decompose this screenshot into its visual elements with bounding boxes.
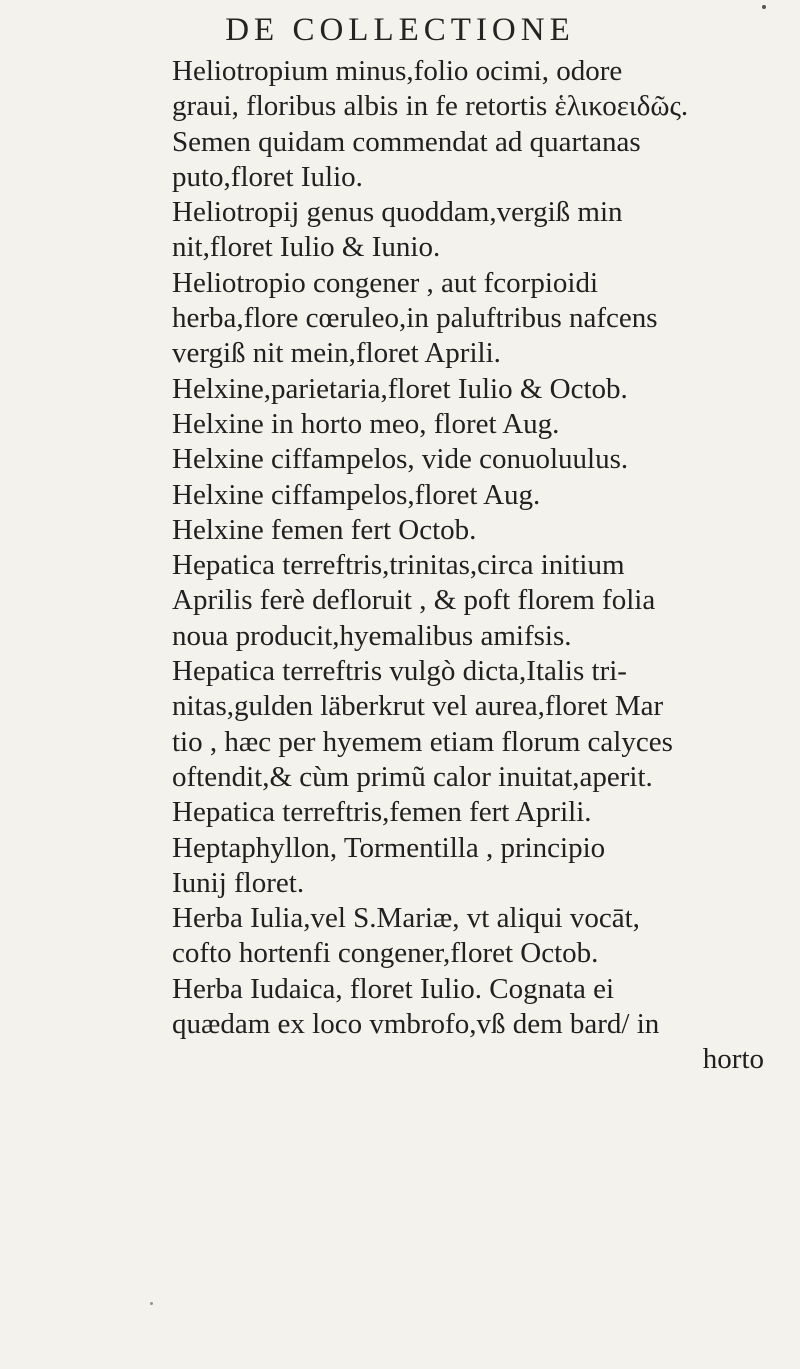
text-line: Hepatica terreftris,trinitas,circa initium	[172, 549, 625, 582]
text-line: Hepatica terreftris vulgò dicta,Italis tri-	[172, 655, 627, 688]
catchword: horto	[702, 1043, 764, 1076]
text-line: puto,floret Iulio.	[172, 160, 363, 193]
text-line: Heliotropij genus quoddam,vergiß min	[172, 196, 623, 229]
text-line: Iunij floret.	[172, 866, 305, 899]
text-line: quædam ex loco vmbrofo,vß dem bard/ in	[172, 1008, 660, 1041]
text-line: Herba Iudaica, floret Iulio. Cognata ei	[172, 972, 615, 1005]
text-line: Helxine ciffampelos,floret Aug.	[172, 478, 541, 511]
text-line: oftendit,& cùm primũ calor inuitat,aperit.	[172, 760, 653, 793]
text-line: Hepatica terreftris,femen fert Aprili.	[172, 796, 592, 829]
ink-speck	[150, 1302, 153, 1305]
text-line: Semen quidam commendat ad quartanas	[172, 125, 641, 158]
text-line: nitas,gulden läberkrut vel aurea,floret Mar	[172, 690, 664, 723]
text-line: Herba Iulia,vel S.Mariæ, vt aliqui vocāt,	[172, 902, 640, 935]
running-head: DE COLLECTIONE	[225, 12, 575, 48]
text-line: Helxine,parietaria,floret Iulio & Octob.	[172, 372, 628, 405]
text-line: nit,floret Iulio & Iunio.	[172, 231, 441, 264]
text-line: Helxine femen fert Octob.	[172, 513, 477, 546]
text-line: Heliotropio congener , aut fcorpioidi	[172, 266, 599, 299]
text-line: Helxine ciffampelos, vide conuoluulus.	[172, 443, 629, 476]
text-line: vergiß nit mein,floret Aprili.	[172, 337, 501, 370]
body-text	[172, 54, 772, 1078]
text-line: graui, floribus albis in fe retortis ἑλικοειδῶς.	[172, 90, 689, 123]
text-line: Heptaphyllon, Tormentilla , principio	[172, 831, 606, 864]
text-line: Helxine in horto meo, floret Aug.	[172, 407, 560, 440]
text-line: tio , hæc per hyemem etiam florum calyces	[172, 725, 673, 758]
text-line: herba,flore cœruleo,in paluftribus nafcens	[172, 302, 658, 335]
text-line: noua producit,hyemalibus amifsis.	[172, 619, 572, 652]
text-line: Heliotropium minus,folio ocimi, odore	[172, 55, 623, 87]
ink-speck	[762, 5, 766, 9]
text-line: Aprilis ferè defloruit , & poft florem folia	[172, 584, 656, 617]
text-line: cofto hortenfi congener,floret Octob.	[172, 937, 599, 970]
